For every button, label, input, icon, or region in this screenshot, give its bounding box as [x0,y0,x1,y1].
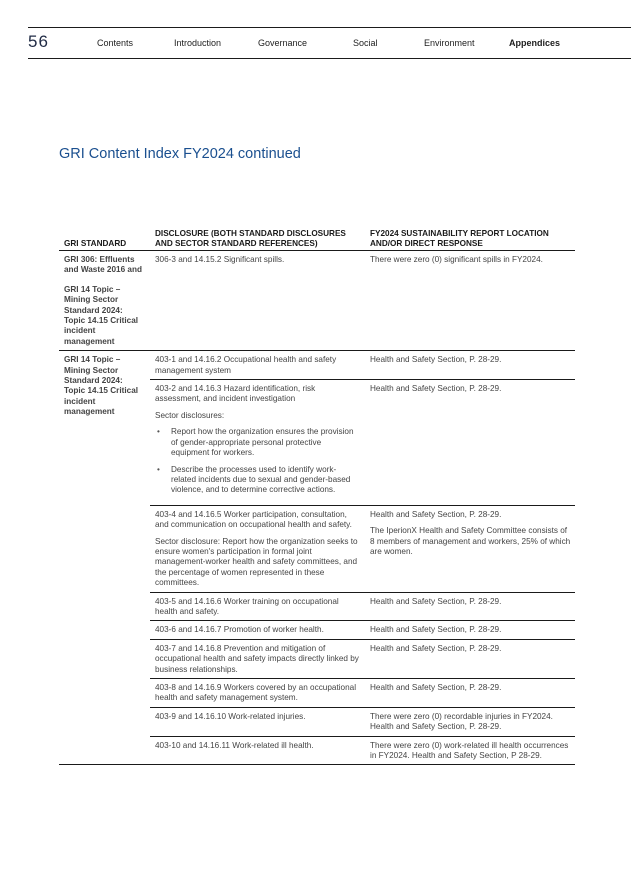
response-cell: Health and Safety Section, P. 28-29. [365,592,575,621]
gri-content-table [59,229,575,765]
standard-name: GRI 14 Topic – Mining Sector Standard 2024: Topic 14.15 Critical incident management [64,355,139,417]
page-number: 56 [28,32,49,51]
gri-standard-cell [59,251,150,351]
disclosure-cell: 403-8 and 14.16.9 Workers covered by an occupational health and safety management system. [150,679,365,708]
response-cell [365,505,575,592]
nav-appendices[interactable]: Appendices [509,38,561,48]
top-navigation [28,27,631,59]
table-header-row [59,229,575,251]
disclosure-cell: 403-10 and 14.16.11 Work-related ill health. [150,736,365,765]
response-cell: There were zero (0) recordable injuries in FY2024. Health and Safety Section, P. 28-29. [365,707,575,736]
standard-name: GRI 14 Topic – Mining Sector Standard 2024: Topic 14.15 Critical incident management [64,284,139,346]
nav-contents[interactable]: Contents [97,38,134,48]
nav-social[interactable]: Social [353,38,378,48]
header-gri-standard: GRI STANDARD [59,229,150,251]
list-item: • Report how the organization ensures the provision of gender-appropriate personal protective equipment for workers. [171,427,361,458]
response-cell: There were zero (0) significant spills in FY2024. [365,251,575,351]
disclosure-cell: 403-1 and 14.16.2 Occupational health and safety management system [150,351,365,380]
response-cell: Health and Safety Section, P. 28-29. [365,621,575,639]
response-cell: Health and Safety Section, P. 28-29. [365,351,575,380]
disclosure-cell: 403-7 and 14.16.8 Prevention and mitigation of occupational health and safety impacts directly linked by business relationships. [150,639,365,678]
disclosure-cell: 306-3 and 14.15.2 Significant spills. [150,251,365,351]
disclosure-cell [150,505,365,592]
disclosure-cell [150,380,365,506]
disclosure-cell: 403-5 and 14.16.6 Worker training on occupational health and safety. [150,592,365,621]
sector-disclosure-list [155,427,361,495]
nav-governance[interactable]: Governance [258,38,308,48]
response-cell: Health and Safety Section, P. 28-29. [365,639,575,678]
response-note: The IperionX Health and Safety Committee consists of 8 members of management and workers, 25% of which are women. [370,526,571,556]
response-cell: There were zero (0) work-related ill health occurrences in FY2024. Health and Safety Section, P 28-29. [365,736,575,765]
nav-introduction[interactable]: Introduction [174,38,222,48]
page-title: GRI Content Index FY2024 continued [59,146,301,162]
disclosure-text: 403-4 and 14.16.5 Worker participation, consultation, and communication on occupational health and safety. [155,509,352,530]
response-text: Health and Safety Section, P. 28-29. [370,509,502,519]
header-report-location: FY2024 SUSTAINABILITY REPORT LOCATION AND/OR DIRECT RESPONSE [365,229,575,251]
table-row [59,351,575,380]
list-item: • Describe the processes used to identify work-related incidents due to sexual and gender-based violence, and to determine corrective actions. [171,465,361,496]
response-cell: Health and Safety Section, P. 28-29. [365,679,575,708]
standard-name: GRI 306: Effluents and Waste 2016 and [64,255,142,275]
response-cell: Health and Safety Section, P. 28-29. [365,380,575,506]
disclosure-cell: 403-9 and 14.16.10 Work-related injuries. [150,707,365,736]
disclosure-text: 403-2 and 14.16.3 Hazard identification, risk assessment, and incident investigation [155,384,316,404]
nav-environment[interactable]: Environment [424,38,475,48]
disclosure-cell: 403-6 and 14.16.7 Promotion of worker health. [150,621,365,639]
table-row [59,251,575,351]
gri-standard-cell [59,351,150,765]
sector-disclosures-label: Sector disclosures: [155,410,225,420]
header-disclosure: DISCLOSURE (BOTH STANDARD DISCLOSURES AND SECTOR STANDARD REFERENCES) [150,229,365,251]
sector-disclosure-note: Sector disclosure: Report how the organization seeks to ensure women's participation in formal joint management-worker health and safety committees, and the percentage of women represented in these committees. [155,536,358,588]
